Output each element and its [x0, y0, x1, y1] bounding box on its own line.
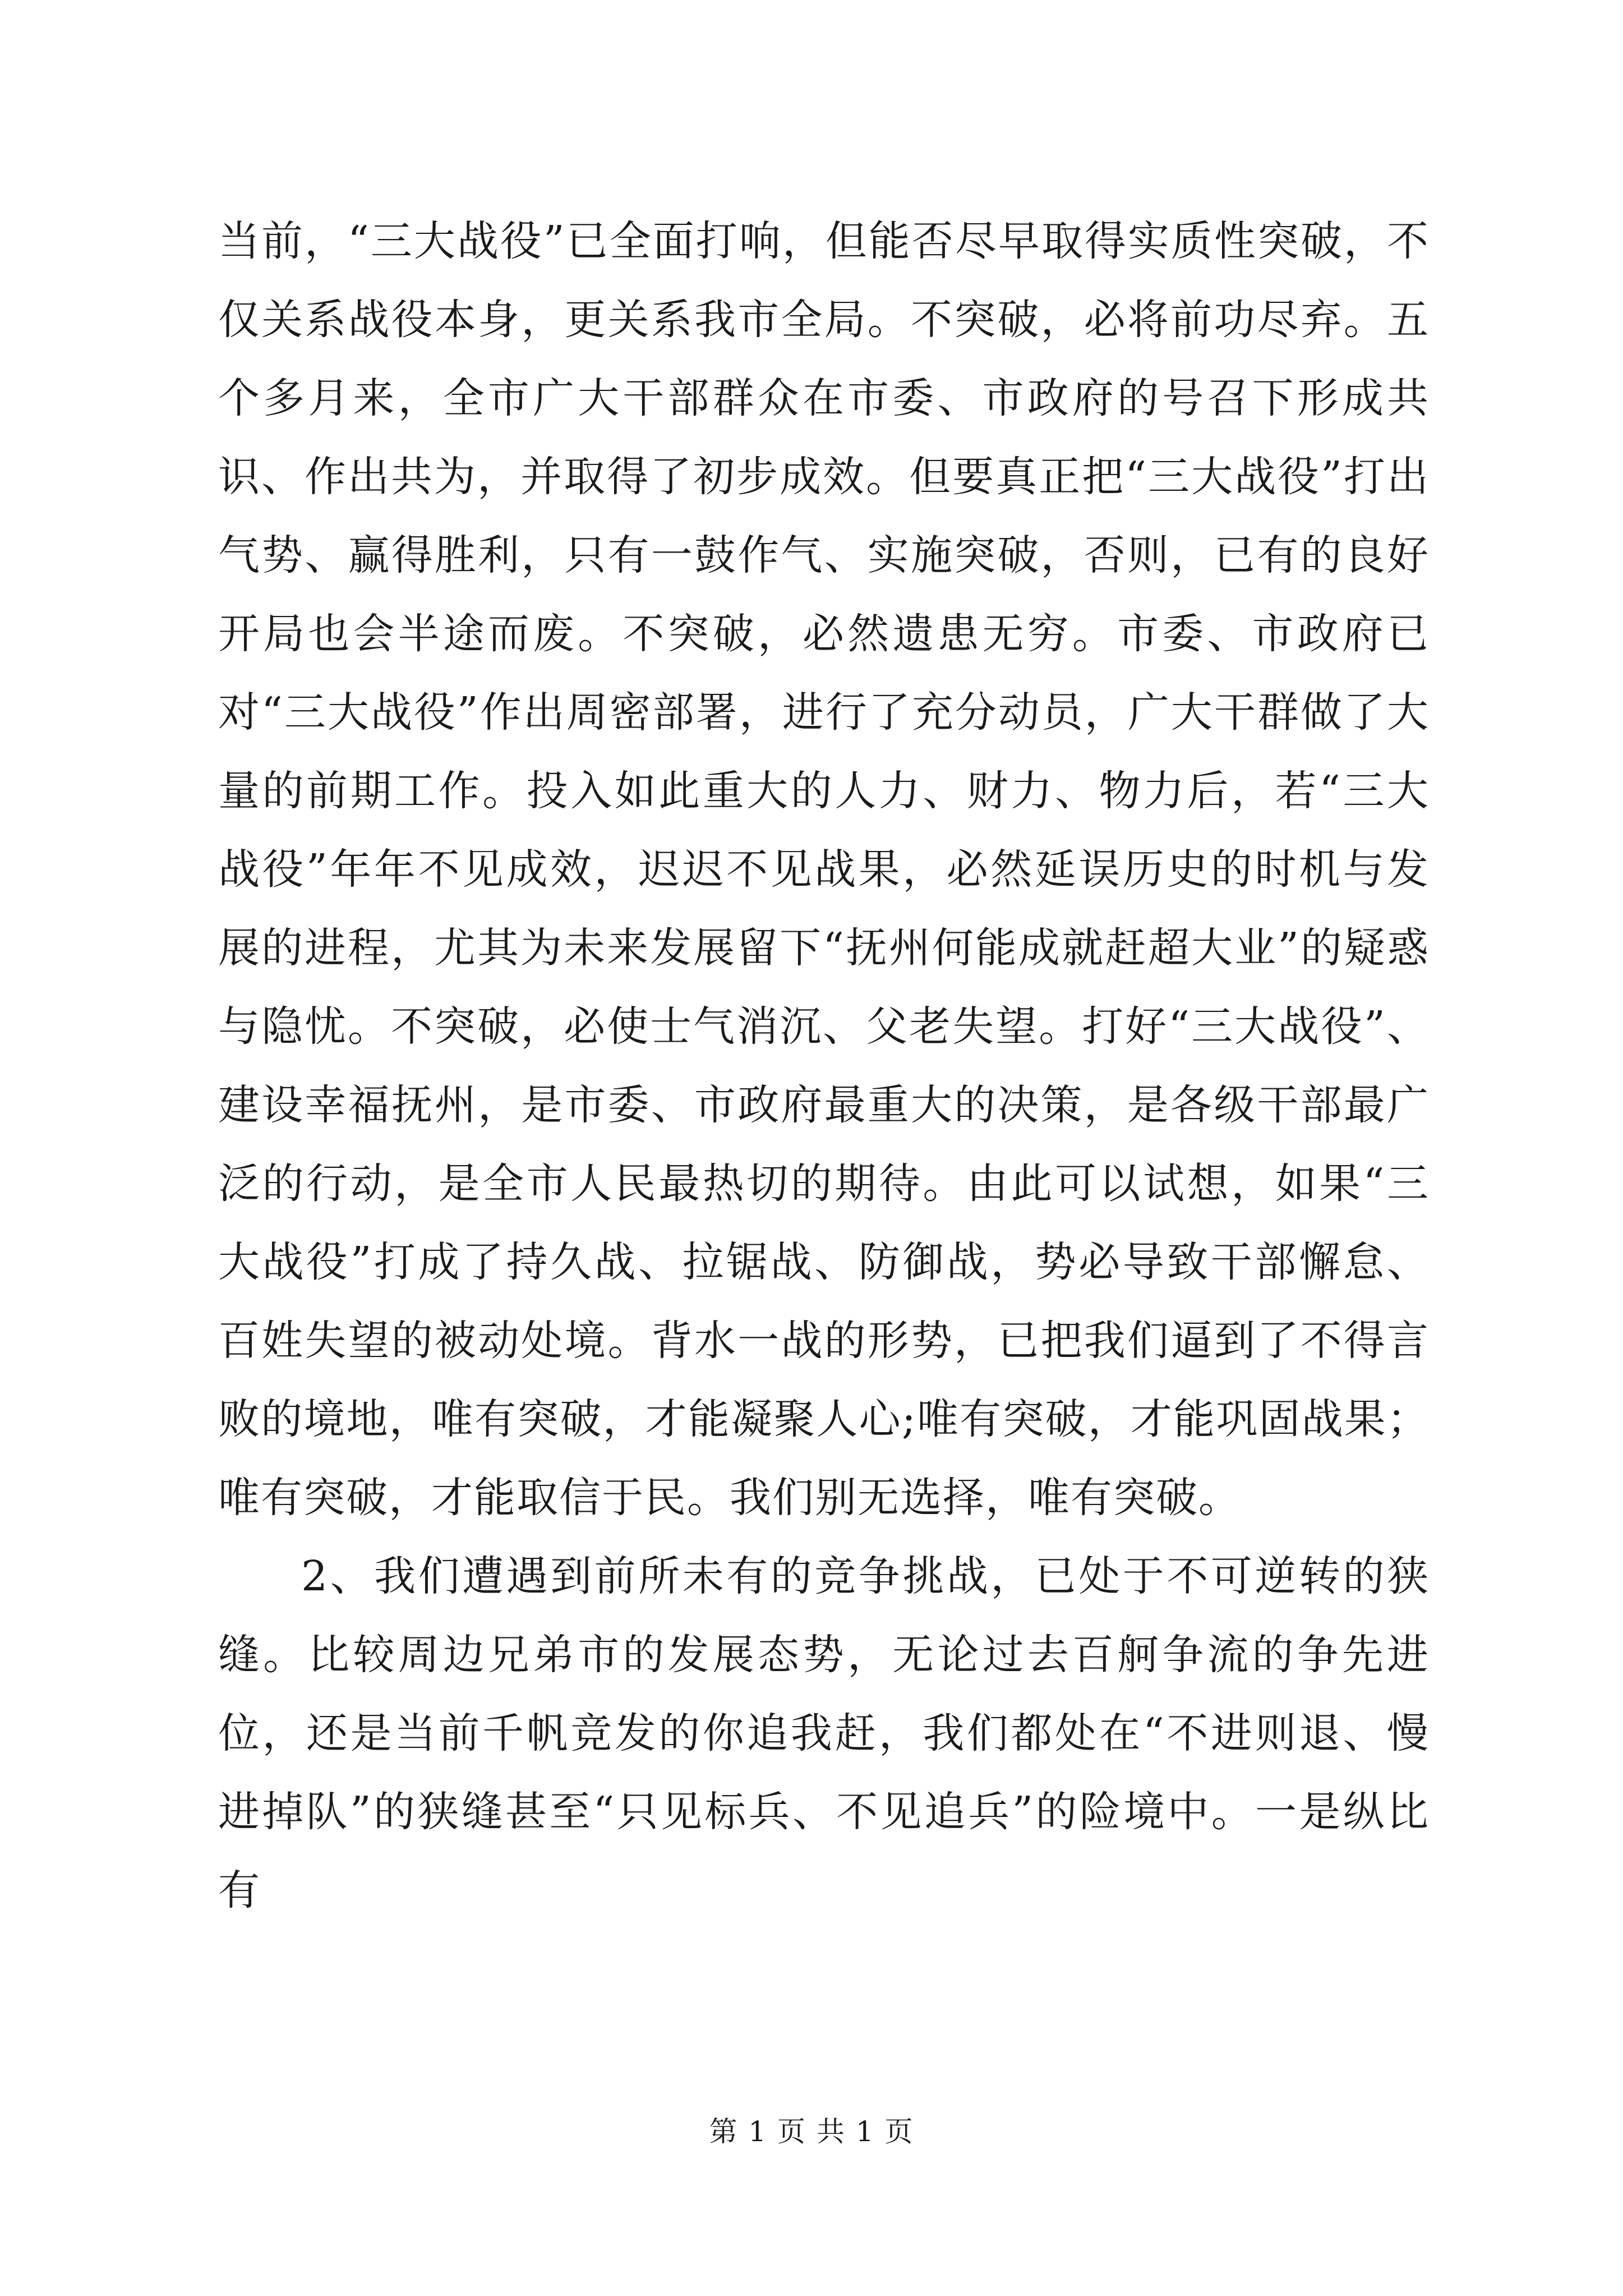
- document-body: [218, 202, 1430, 1930]
- page-footer: 第 1 页 共 1 页: [709, 2115, 914, 2148]
- body-paragraph-1: 当前，“三大战役”已全面打响，但能否尽早取得实质性突破，不仅关系战役本身，更关系我市全局。不突破，必将前功尽弃。五个多月来，全市广大干部群众在市委、市政府的号召下形成共识、作出共为，并取得了初步成效。但要真正把“三大战役”打出气势、赢得胜利，只有一鼓作气、实施突破，否则，已有的良好开局也会半途而废。不突破，必然遗患无穷。市委、市政府已对“三大战役”作出周密部署，进行了充分动员，广大干群做了大量的前期工作。投入如此重大的人力、财力、物力后，若“三大战役”年年不见成效，迟迟不见战果，必然延误历史的时机与发展的进程，尤其为未来发展留下“抚州何能成就赶超大业”的疑惑与隐忧。不突破，必使士气消沉、父老失望。打好“三大战役”、建设幸福抚州，是市委、市政府最重大的决策，是各级干部最广泛的行动，是全市人民最热切的期待。由此可以试想，如果“三大战役”打成了持久战、拉锯战、防御战，势必导致干部懈怠、百姓失望的被动处境。背水一战的形势，已把我们逼到了不得言败的境地，唯有突破，才能凝聚人心;唯有突破，才能巩固战果；唯有突破，才能取信于民。我们别无选择，唯有突破。: [218, 217, 1430, 1522]
- body-paragraph-2: 2、我们遭遇到前所未有的竞争挑战，已处于不可逆转的狭缝。比较周边兄弟市的发展态势，无论过去百舸争流的争先进位，还是当前千帆竞发的你追我赶，我们都处在“不进则退、慢进掉队”的狭缝甚至“只见标兵、不见追兵”的险境中。一是纵比有: [218, 1552, 1430, 1915]
